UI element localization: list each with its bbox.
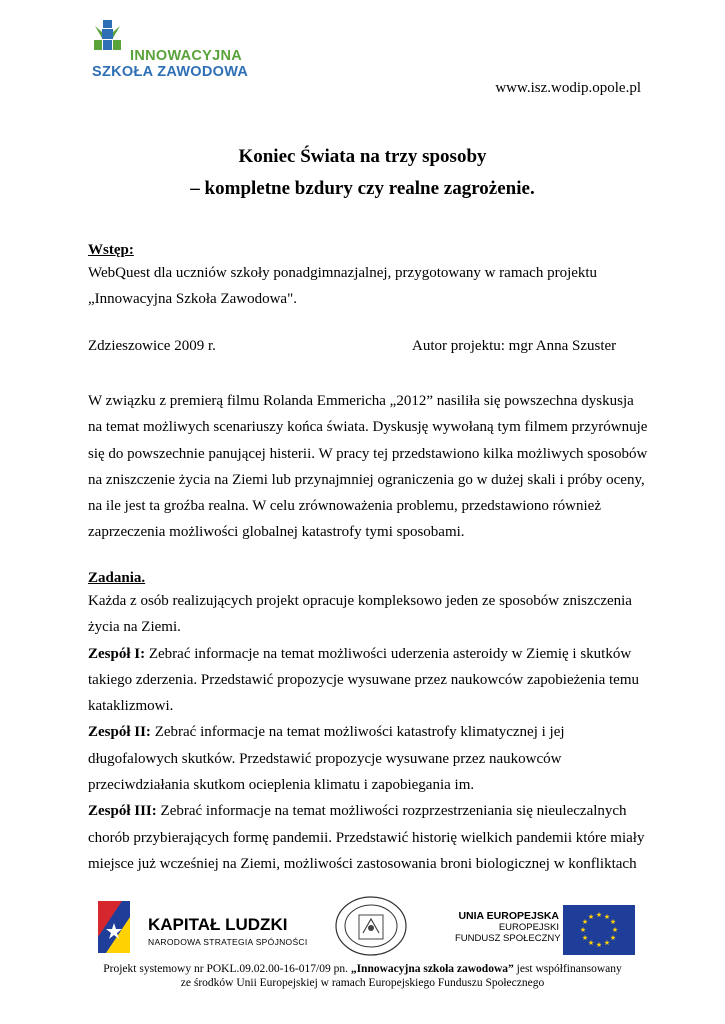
seal-icon xyxy=(333,895,409,957)
zadania-content xyxy=(88,588,648,877)
school-logo-icon xyxy=(92,18,128,52)
eu-flag-icon xyxy=(563,905,635,955)
team-text: Zebrać informacje na temat możliwości katastrofy klimatycznej i jej długofalowych skutków. Przedstawić propozycje wysuwane przez naukowców przeciwdziałania skutkom ocieplenia klimatu i zapobiegania im. xyxy=(88,724,565,794)
svg-text:★: ★ xyxy=(581,934,589,942)
project-author: Autor projektu: mgr Anna Szuster xyxy=(412,338,617,354)
intro-paragraph: W związku z premierą filmu Rolanda Emmericha „2012” nasiliła się powszechna dyskusja na temat możliwych scenariuszy końca świata. Dyskusję wywołaną tym filmem przyrównuje się do powszechnie panującej histerii. W pracy tej przedstawiono kilka możliwych sposobów na zniszczenie życia na Ziemi lub przynajmniej ograniczenia go w dużej skali i próby oceny, na ile jest ta groźba realna. W celu zrównoważenia problemu, przedstawiono również zaprzeczenia możliwości globalnej katastrofy tymi sposobami. xyxy=(88,393,648,541)
document-title-line2: – kompletne bzdury czy realne zagrożenie. xyxy=(190,178,535,199)
footer-line1-post: jest współfinansowany xyxy=(513,963,622,975)
team-item xyxy=(88,719,648,798)
kl-title: KAPITAŁ LUDZKI xyxy=(148,915,288,934)
svg-text:★: ★ xyxy=(609,918,617,926)
place-date: Zdzieszowice 2009 r. xyxy=(88,338,216,354)
team-item xyxy=(88,798,648,877)
svg-text:★: ★ xyxy=(595,911,603,919)
svg-text:★: ★ xyxy=(603,939,611,947)
team-text: Zebrać informacje na temat możliwości uderzenia asteroidy w Ziemię i skutków takiego zderzenia. Przedstawić propozycje wysuwane przez naukowców zapobieżenia temu kataklizmowi. xyxy=(88,645,640,715)
team-item xyxy=(88,641,648,720)
header-url[interactable]: www.isz.wodip.opole.pl xyxy=(495,80,641,96)
svg-text:★: ★ xyxy=(587,939,595,947)
svg-text:★: ★ xyxy=(611,926,619,934)
svg-text:★: ★ xyxy=(581,918,589,926)
kapital-ludzki-icon xyxy=(96,897,136,957)
footer-line1-pre: Projekt systemowy nr POKL.09.02.00-16-017/09 pn. xyxy=(103,963,351,975)
ue-line2: EUROPEJSKI xyxy=(498,922,559,933)
footer-project-name: „Innowacyjna szkoła zawodowa” xyxy=(350,963,514,975)
ue-line3: FUNDUSZ SPOŁECZNY xyxy=(455,933,561,944)
section-heading-zadania: Zadania. xyxy=(88,570,146,586)
svg-text:★: ★ xyxy=(609,934,617,942)
kl-subtitle: NARODOWA STRATEGIA SPÓJNOŚCI xyxy=(148,937,308,947)
zadania-intro: Każda z osób realizujących projekt opracuje kompleksowo jeden ze sposobów zniszczenia życia na Ziemi. xyxy=(88,593,632,636)
kapital-ludzki-logo xyxy=(96,897,308,957)
footer-line2: ze środków Unii Europejskiej w ramach Europejskiego Funduszu Społecznego xyxy=(180,977,545,989)
logo-text-line2: SZKOŁA ZAWODOWA xyxy=(92,64,249,80)
wodip-seal xyxy=(333,895,409,957)
section-heading-wstep: Wstęp: xyxy=(88,242,134,258)
team-text: Zebrać informacje na temat możliwości rozprzestrzeniania się nieuleczalnych chorób przybierających formę pandemii. Przedstawić historię wielkich pandemii które miały miejsce już wcześniej na Ziemi, możliwości zastosowania broni biologicznej w konfliktach xyxy=(88,803,645,872)
svg-text:★: ★ xyxy=(595,941,603,949)
svg-text:★: ★ xyxy=(579,926,587,934)
svg-text:★: ★ xyxy=(587,913,595,921)
ue-text xyxy=(455,910,559,944)
footer-line1 xyxy=(0,963,725,975)
ue-line1: UNIA EUROPEJSKA xyxy=(458,910,559,922)
team-label: Zespół III: xyxy=(88,803,157,820)
wstep-paragraph: WebQuest dla uczniów szkoły ponadgimnazjalnej, przygotowany w ramach projektu „Innowacyjna Szkoła Zawodowa". xyxy=(88,265,598,308)
svg-text:★: ★ xyxy=(603,913,611,921)
eu-flag xyxy=(563,905,635,955)
logo-text-line1: INNOWACYJNA xyxy=(130,48,243,64)
team-label: Zespół I: xyxy=(88,645,146,662)
school-logo xyxy=(92,18,249,80)
team-label: Zespół II: xyxy=(88,724,151,741)
document-title-line1: Koniec Świata na trzy sposoby xyxy=(238,146,487,167)
